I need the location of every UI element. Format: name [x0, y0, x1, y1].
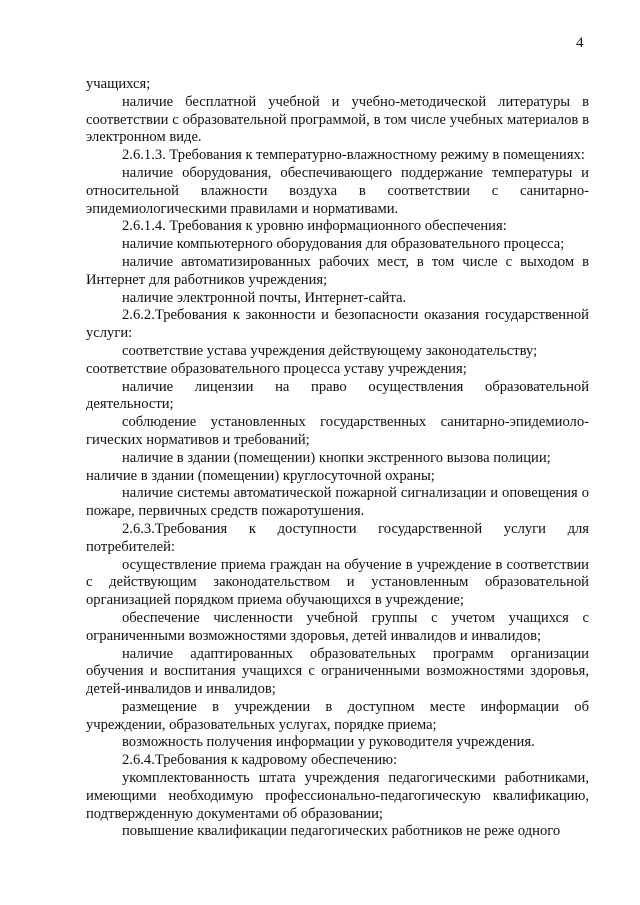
paragraph: учащихся;	[86, 76, 151, 92]
paragraph: укомплектованность штата учреждения педагогическими работниками, имеющими необходимую профессионально-педагогическую квалификацию, подтвержденную документами об образовании;	[86, 770, 589, 822]
paragraph: 2.6.2.Требования к законности и безопасности оказания государственной услуги:	[86, 307, 589, 342]
document-body	[86, 76, 589, 841]
paragraph: повышение квалификации педагогических работников не реже одного	[122, 823, 561, 840]
paragraph: наличие бесплатной учебной и учебно-методической литературы в соответствии с образовательной программой, в том числе учебных материалов в электронном виде.	[86, 93, 589, 146]
paragraph: 2.6.1.4. Требования к уровню информационного обеспечения:	[122, 218, 507, 235]
paragraph: наличие в здании (помещении) кнопки экстренного вызова полиции;	[122, 449, 551, 466]
paragraph: наличие лицензии на право осуществления образовательной деятельности;	[86, 378, 589, 413]
page-number: 4	[576, 35, 584, 51]
paragraph: осуществление приема граждан на обучение в учреждение в соответствии с действующим законодательством и установленным образовательной организацией порядком приема обучающихся в учреждение;	[86, 556, 589, 609]
paragraph: 2.6.4.Требования к кадровому обеспечению:	[122, 752, 398, 769]
paragraph: наличие компьютерного оборудования для образовательного процесса;	[122, 236, 565, 253]
paragraph: соответствие образовательного процесса уставу учреждения;	[86, 360, 467, 377]
paragraph: 2.6.1.3. Требования к температурно-влажностному режиму в помещениях:	[122, 147, 585, 164]
paragraph: наличие системы автоматической пожарной сигнализации и оповещения о пожаре, первичных средств пожаротушения.	[86, 485, 589, 520]
paragraph: 2.6.3.Требования к доступности государственной услуги для потребителей:	[86, 520, 589, 555]
paragraph: наличие адаптированных образовательных программ организации обучения и воспитания учащихся с ограниченными возможностями здоровья, детей-инвалидов и инвалидов;	[86, 645, 589, 698]
paragraph: наличие в здании (помещении) круглосуточной охраны;	[86, 467, 435, 484]
paragraph: наличие оборудования, обеспечивающего поддержание температуры и относительной влажности воздуха в соответствии с санитарно-эпидемиологическими правилами и нормативами.	[86, 164, 589, 217]
paragraph: соответствие устава учреждения действующему законодательству;	[122, 342, 538, 359]
paragraph: наличие электронной почты, Интернет-сайта.	[122, 289, 407, 306]
paragraph: обеспечение численности учебной группы с учетом учащихся с ограниченными возможностями здоровья, детей инвалидов и инвалидов;	[86, 609, 589, 644]
paragraph: соблюдение установленных государственных санитарно-эпидемиоло-гических нормативов и требований;	[86, 414, 589, 448]
paragraph: размещение в учреждении в доступном месте информации об учреждении, образовательных услугах, порядке приема;	[86, 698, 589, 733]
paragraph: наличие автоматизированных рабочих мест, в том числе с выходом в Интернет для работников учреждения;	[86, 253, 589, 288]
paragraph: возможность получения информации у руководителя учреждения.	[122, 734, 535, 751]
